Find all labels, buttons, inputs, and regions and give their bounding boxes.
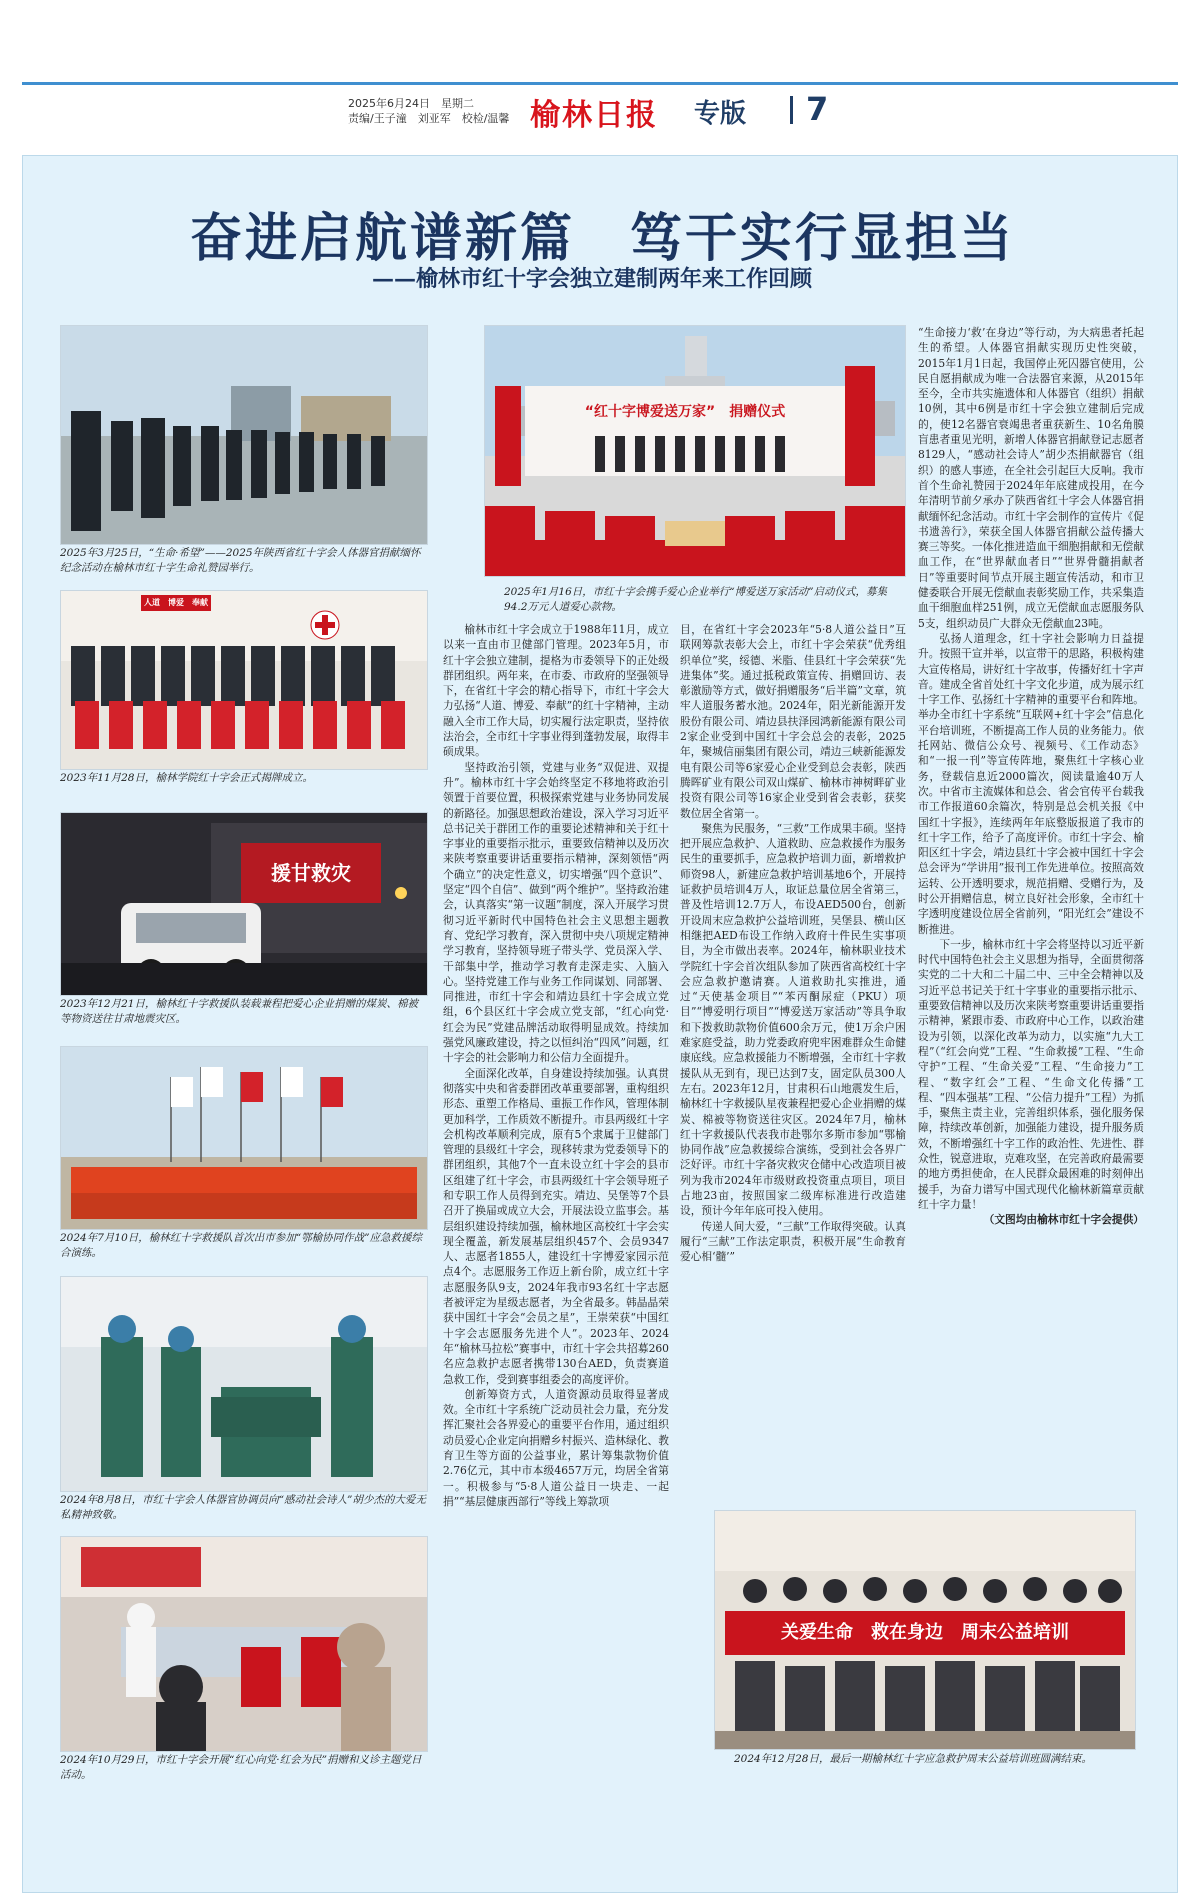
memorial-scene — [61, 326, 427, 544]
university-scene — [61, 591, 427, 769]
caption-memorial: 2025年3月25日，“生命·希望”——2025年陕西省红十字会人体器官捐献缅怀纪念活动在榆林市红十字生命礼赞园举行。 — [60, 547, 421, 574]
paragraph: 聚焦为民服务，“三救”工作成果丰硕。坚持把开展应急救护、人道救助、应急救援作为服务民生的重要抓手，应急救护培训力面，新增救护师资98人，新建应急救护培训基地6个，开展持证救护员培训4万人，取证总量位居全省第三，普及性培训12.7万人，布设AED500台，创新开设周末应急救护公益培训班，吴堡县、横山区相继把AED布设工作纳入政府十件民生实事项目，为全市做出表率。2024年，榆林职业技术学院红十字会首次组队参加了陕西省高校红十字会应急救护邀请赛。人道救助扎实推进，通过“天使基金项目”“苯丙酮尿症（PKU）项目”“博爱明行项目”“博爱送万家活动”等具争取和下拨救助款物价值600余万元，使1万余户困难家庭受益，助力党委政府兜牢困难群众生命健康底线。应急救援能力不断增强，全市红十字救援队从无到有，现已达到7支，固定队员300人左右。2023年12月，甘肃积石山地震发生后，榆林红十字救援队星夜兼程把爱心企业捐赠的煤炭、棉被等物资送往灾区。2024年7月，榆林红十字救援队代表我市赴鄂尔多斯市参加“鄂榆协同作战”应急救援综合演练，受到社会各界广泛好评。市红十字备灾救灾仓储中心改造项目被列为我市2024年市级财政投资重点项目，项目占地23亩，按照国家二级库标准进行改造建设，预计今年年底可投入使用。 — [680, 821, 906, 1218]
paragraph: 全面深化改革，自身建设持续加强。认真贯彻落实中央和省委群团改革重要部署，重构组织形态、重塑工作格局、重振工作作风，管理体制更加科学，工作质效不断提升。市县两级红十字会机构改革顺利完成，原有5个隶属于卫健部门管理的县级红十字会，现移转隶为党委领导下的群团组织，其他7个一直未设立红十字会的县市区组建了红十字会，市县两级红十字会领导班子和专职工作人员得到充实。靖边、吴堡等7个县召开了换届或成立大会，开展法设立监事会。基层组织建设持续加强，榆林地区高校红十字会实现全覆盖，新发展基层组织457个、会员9347人、志愿者1855人，建设红十字博爱家园示范点4个。志愿服务工作迈上新台阶，成立红十字志愿服务队9支，2024年我市93名红十字志愿者被评定为星级志愿者，为全省最多。韩晶晶荣获中国红十字会“会员之星”，王崇荣获“中国红十字会志愿服务先进个人”。2023年、2024年“榆林马拉松”赛事中，市红十字会共招募260名应急救护志愿者携带130台AED，负责赛道急救工作，受到赛事组委会的高度评价。 — [443, 1066, 669, 1386]
newspaper-logo: 榆林日报 — [530, 98, 658, 133]
photo-donor-tribute — [60, 1276, 428, 1492]
photo-relief-convoy — [60, 812, 428, 996]
photo-memorial-ceremony — [60, 325, 428, 545]
tribute-scene — [61, 1277, 427, 1491]
masthead-rule — [22, 82, 1178, 85]
convoy-banner: 援甘救灾 — [271, 861, 351, 885]
clinic-scene — [61, 1537, 427, 1751]
paragraph: 下一步，榆林市红十字会将坚持以习近平新时代中国特色社会主义思想为指导，全面贯彻落实党的二十大和二十届二中、三中全会精神以及习近平总书记关于红十字事业的重要指示批示、重要致信精神以及历次来陕考察重要讲话重要指示精神，紧跟市委、市政府中心工作，以政治建设为引领，以深化改革为动力，以实施“九大工程”（“红会向党”工程、“生命救援”工程、“生命守护”工程、“生命关爱”工程、“生命接力”工程、“数字红会”工程、“生命文化传播”工程、“四本强基”工程、“公信力提升”工程）为抓手，聚焦主责主业，完善组织体系，强化服务保障，持续改革创新，加强能力建设，提升服务质效，不断增强红十字工作的政治性、先进性、群众性，锐意进取，克难攻坚，在完善政府最需要的地方勇担使命，在人民群众最困难的时刻伸出援手，为奋力谱写中国式现代化榆林新篇章贡献红十字力量！ — [918, 937, 1144, 1211]
caption-clinic: 2024年10月29日，市红十字会开展“红心向党·红会为民”捐赠和义诊主题党日活动。 — [60, 1754, 422, 1781]
paragraph: 传递人间大爱，“三献”工作取得突破。认真履行“三献”工作法定职责，积极开展“生命教育 爱心相‘髓’” — [680, 1219, 906, 1264]
paragraph: 弘扬人道理念，红十字社会影响力日益提升。按照干宣并举，以宣带干的思路，积极构建大宣传格局，讲好红十字故事，传播好红十字声音。建成全省首处红十字文化步道，成为展示红十字工作、弘扬红十字精神的重要平台和阵地。举办全市红十字系统“互联网+红十字会”信息化平台培训班，不断提高工作人员的业务能力。依托网站、微信公众号、视频号、《工作动态》和“一报一刊”等宣传阵地，聚焦红十字核心业务，登载信息近2000篇次，阅读量逾40万人次。中省市主流媒体和总会、省会官传平台载我市工作报道60余篇次，特别是总会机关报《中国红十字报》，连续两年年底整版报道了我市的红十字工作，给予了高度评价。市红十字会、榆阳区红十字会，靖边县红十字会被中国红十字会总会评为“学讲用”报刊工作先进单位。按照高效运转、公开透明要求，规范捐赠、受赠行为，及时公开捐赠信息，树立良好社会形象，全市红十字透明度建设位居全省前列，“阳光红会”建设不断推进。 — [918, 631, 1144, 936]
section-label: 专版 — [694, 99, 747, 129]
paragraph: 创新筹资方式，人道资源动员取得显著成效。全市红十字系统广泛动员社会力量，充分发挥汇聚社会各界爱心的重要平台作用，通过组织动员爱心企业定向捐赠乡村振兴、造林绿化、教育卫生等方面的公益事业，累计筹集款物价值2.76亿元，其中市本级4657万元，均居全省第一。积极参与“5·8人道公益日一块走、一起捐”“基层健康西部行”等线上筹款项 — [443, 1387, 669, 1508]
headline: 奋进启航谱新篇 笃干实行显担当 — [190, 209, 1016, 269]
caption-tribute: 2024年8月8日，市红十字会人体器官协调员向“感动社会诗人”胡少杰的大爱无私精神致敬。 — [60, 1494, 426, 1521]
caption-drill: 2024年7月10日，榆林红十字救援队首次出市参加“鄂榆协同作战”应急救援综合演练。 — [60, 1232, 422, 1259]
paragraph: 目，在省红十字会2023年“5·8人道公益日”互联网筹款表彰大会上，市红十字会荣获“优秀组织单位”奖，绥德、米脂、佳县红十字会荣获“先进集体”奖。通过抵税政策宣传、捐赠回访、表彰激励等方式，做好捐赠服务“后半篇”文章，筑牢人道服务蓄水池。2024年，阳光新能源开发股份有限公司、靖边县扶泽园鸿新能源有限公司2家企业受到中国红十字会总会的表彰，2025年，聚城信丽集团有限公司，靖边三峡新能源发电有限公司等6家爱心企业受到总会表彰，陕西腾晖矿业有限公司双山煤矿、榆林市神树畔矿业投资有限公司等16家企业受到省会表彰，获奖数位居全省第一。 — [680, 623, 906, 820]
training-banner: 关爱生命 救在身边 周末公益培训 — [781, 1622, 1069, 1643]
issue-date: 2025年6月24日 星期二 — [348, 97, 474, 110]
page-number: 7 — [806, 90, 829, 128]
paragraph: 坚持政治引领，党建与业务“双促进、双提升”。榆林市红十字会始终坚定不移地将政治引领置于首要位置，积极探索党建与业务协同发展的新路径。加强思想政治建设，深入学习习近平总书记关于群团工作的重要论述精神和关于红十字事业的重要指示批示，重要致信精神以及历次来陕考察重要讲话重要指示精神，深刻领悟“两个确立”的决定性意义，切实增强“四个意识”、坚定“四个自信”、做到“两个维护”。坚持政治建会，认真落实“第一议题”制度，深入开展学习贯彻习近平新时代中国特色社会主义思想主题教育、党纪学习教育，深入贯彻中央八项规定精神学习教育，坚持领导班子带头学、党员深入学、干部集中学，推动学习教育走深走实、入脑入心。坚持党建工作与业务工作同谋划、同部署、同推进，市红十字会和靖边县红十字会成立党组，6个县区红十字会成立党支部，“红心向党·红会为民”党建品牌活动取得明显成效。持续加强党风廉政建设，持之以恒纠治“四风”问题，红十字会的社会影响力和公信力全面提升。 — [443, 760, 669, 1065]
masthead-info — [348, 96, 509, 126]
article-column-3 — [918, 325, 1144, 1505]
photo-clinic-event — [60, 1536, 428, 1752]
caption-convoy: 2023年12月21日，榆林红十字救援队装载兼程把爱心企业捐赠的煤炭、棉被等物资送往甘肃地震灾区。 — [60, 998, 418, 1025]
paragraph: “生命接力‘救’在身边”等行动，为大病患者托起生的希望。人体器官捐献实现历史性突破，2015年1月1日起，我国停止死囚器官使用，公民自愿捐献成为唯一合法器官来源，从2015年至今，全市共实施遗体和人体器官（组织）捐献10例，其中6例是市红十字会独立建制后完成的，使12名器官衰竭患者重获新生、10名角膜盲患者重见光明，新增人体器官捐献登记志愿者8129人，“感动社会诗人”胡少杰捐献器官（组织）的感人事迹，在全社会引起巨大反响。我市首个生命礼赞园于2024年年底建成投用，在今年清明节前夕承办了陕西省红十字会人体器官捐献缅怀纪念活动。市红十字会制作的宣传片《促书遗善行》，荣获全国人体器官捐献公益传播大赛三等奖。一体化推进造血干细胞捐献和无偿献血工作，在“世界献血者日”“世界骨髓捐献者日”等重要时间节点开展主题宣传活动，和市卫健委联合开展无偿献血表彰奖励工作，共采集造血干细胞血样251例，成立无偿献血志愿服务队5支，组织动员广大群众无偿献血23吨。 — [918, 326, 1144, 630]
photo-university-branch — [60, 590, 428, 770]
caption-training: 2024年12月28日，最后一期榆林红十字应急救护周末公益培训班圆满结束。 — [734, 1753, 1092, 1765]
photo-rescue-drill — [60, 1046, 428, 1230]
photo-credit: （文图均由榆林市红十字会提供） — [983, 1213, 1144, 1227]
ceremony-scene — [485, 326, 905, 576]
subheadline: ——榆林市红十字会独立建制两年来工作回顾 — [372, 266, 813, 292]
drill-scene — [61, 1047, 427, 1229]
photo-donation-ceremony — [484, 325, 906, 577]
article-column-2 — [680, 622, 906, 1492]
paragraph: 榆林市红十字会成立于1988年11月，成立以来一直由市卫健部门管理。2023年5月，市红十字会独立建制，提格为市委领导下的正处级群团组织。两年来，在市委、市政府的坚强领导下，在省红十字会的精心指导下，市红十字会大力弘扬“人道、博爱、奉献”的红十字精神，主动融入全市工作大局，切实履行法定职责，坚持依法治会，全市红十字事业得到蓬勃发展，取得丰硕成果。 — [443, 623, 669, 759]
article-column-1 — [443, 622, 669, 1827]
photo-sign: 人道 博爱 奉献 — [144, 598, 208, 607]
red-cross-icon — [311, 611, 339, 639]
editor-credits: 责编/王子潼 刘亚军 校检/温馨 — [348, 112, 510, 125]
caption-ceremony: 2025年1月16日，市红十字会携手爱心企业举行“博爱送万家活动”启动仪式，募集94.2万元人道爱心款物。 — [504, 586, 887, 613]
caption-university: 2023年11月28日，榆林学院红十字会正式揭牌成立。 — [60, 772, 313, 784]
ceremony-banner: “红十字博爱送万家” 捐赠仪式 — [584, 404, 786, 420]
masthead-divider — [790, 96, 793, 124]
convoy-scene — [61, 813, 427, 995]
photo-training-class — [714, 1510, 1136, 1750]
